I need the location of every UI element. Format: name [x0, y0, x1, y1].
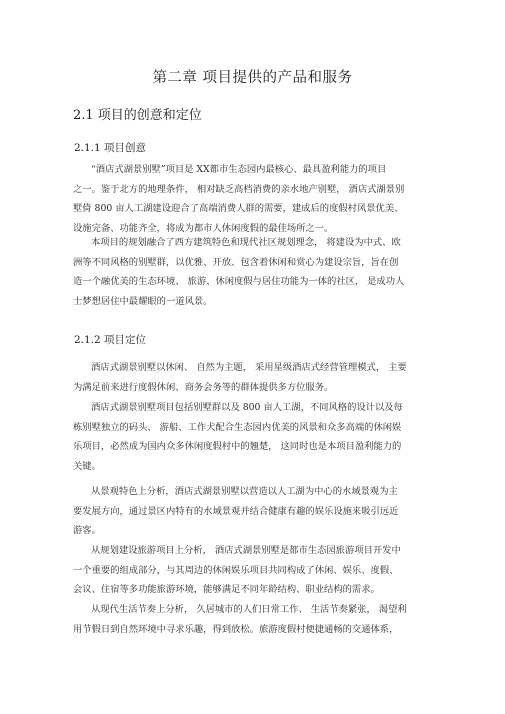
section-heading-2-1: 2.1 项目的创意和定位 — [73, 108, 202, 123]
section-heading-2-1-1: 2.1.1 项目创意 — [74, 142, 147, 154]
text-line: 关键。 — [73, 460, 101, 472]
paragraph-creative-1 — [73, 160, 438, 238]
paragraph-lifestyle-analysis — [73, 600, 438, 639]
text-line: 士梦想居住中最耀眼的一道风景。 — [73, 295, 213, 307]
text-line: 造一个融优美的生态环境、 旅游、休闲度假与居住功能为一体的社区， 是成功人 — [73, 276, 405, 287]
paragraph-creative-2 — [73, 233, 438, 311]
text-line: 用节假日到自然环境中寻求乐趣，得到放松。旅游度假村便捷通畅的交通体系， — [73, 623, 399, 635]
text-line: 本项目的规划融合了西方建筑特色和现代社区规划理念， 将建设为中式、欧 — [91, 237, 401, 248]
text-line: 洲等不同风格的别墅群，以优雅、开放、包含着休闲和赏心为建设宗旨，旨在创 — [73, 256, 399, 268]
text-line: 之一。鉴于北方的地理条件， 相对缺乏高档消费的亲水地产别墅， 酒店式湖景别 — [73, 183, 405, 195]
chapter-title: 第二章 项目提供的产品和服务 — [152, 70, 353, 86]
text-line: 墅倚 800 亩人工湖建设迎合了高端消费人群的需要，建成后的度假村风景优美、 — [73, 203, 404, 214]
text-line: 从景观特色上分析，酒店式湖景别墅以营造以人工湖为中心的水域景观为主 — [91, 486, 398, 497]
paragraph-positioning-2 — [73, 398, 438, 476]
paragraph-positioning-1 — [73, 358, 438, 397]
text-line: 乐项目，必然成为国内众多休闲度假村中的翘楚， 这同时也是本项目盈利能力的 — [73, 441, 402, 452]
text-line: “酒店式湖景别墅”项目是 XX都市生态园内最核心、最具盈利能力的项目 — [91, 164, 387, 175]
section-heading-2-1-2: 2.1.2 项目定位 — [74, 334, 147, 346]
text-line: 酒店式湖景别墅项目包括别墅群以及 800 亩人工湖，不同风格的设计以及每 — [91, 402, 403, 413]
text-line: 设施完备、功能齐全，将成为都市人休闲度假的最佳场所之一。 — [73, 222, 334, 234]
paragraph-landscape-analysis — [73, 482, 438, 541]
text-line: 酒店式湖景别墅以休闲、 自然为主题， 采用星级酒店式经营管理模式， 主要 — [91, 362, 407, 373]
text-line: 一个重要的组成部分，与其周边的休闲娱乐项目共同构成了休闲、娱乐、度假、 — [73, 564, 399, 576]
text-line: 从现代生活节奏上分析， 久居城市的人们日常工作、 生活节奏紧张， 渴望利 — [91, 604, 407, 615]
text-line: 为满足前来进行度假休闲、商务会务等的群体提供多方位服务。 — [73, 381, 334, 393]
text-line: 要发展方向，通过景区内特有的水域景观并结合健康有趣的娱乐设施来吸引远近 — [73, 505, 399, 517]
text-line: 从规划建设旅游项目上分析， 酒店式湖景别墅是都市生态园旅游项目开发中 — [91, 545, 401, 556]
text-line: 游客。 — [73, 525, 101, 536]
text-line: 会议、住宿等多功能旅游环境，能够满足不同年龄结构、职业结构的需求。 — [73, 584, 380, 595]
text-line: 栋别墅独立的码头、 游船、工作犬配合生态园内优美的风景和众多高端的休闲娱 — [73, 421, 402, 433]
paragraph-planning-analysis — [73, 541, 438, 600]
